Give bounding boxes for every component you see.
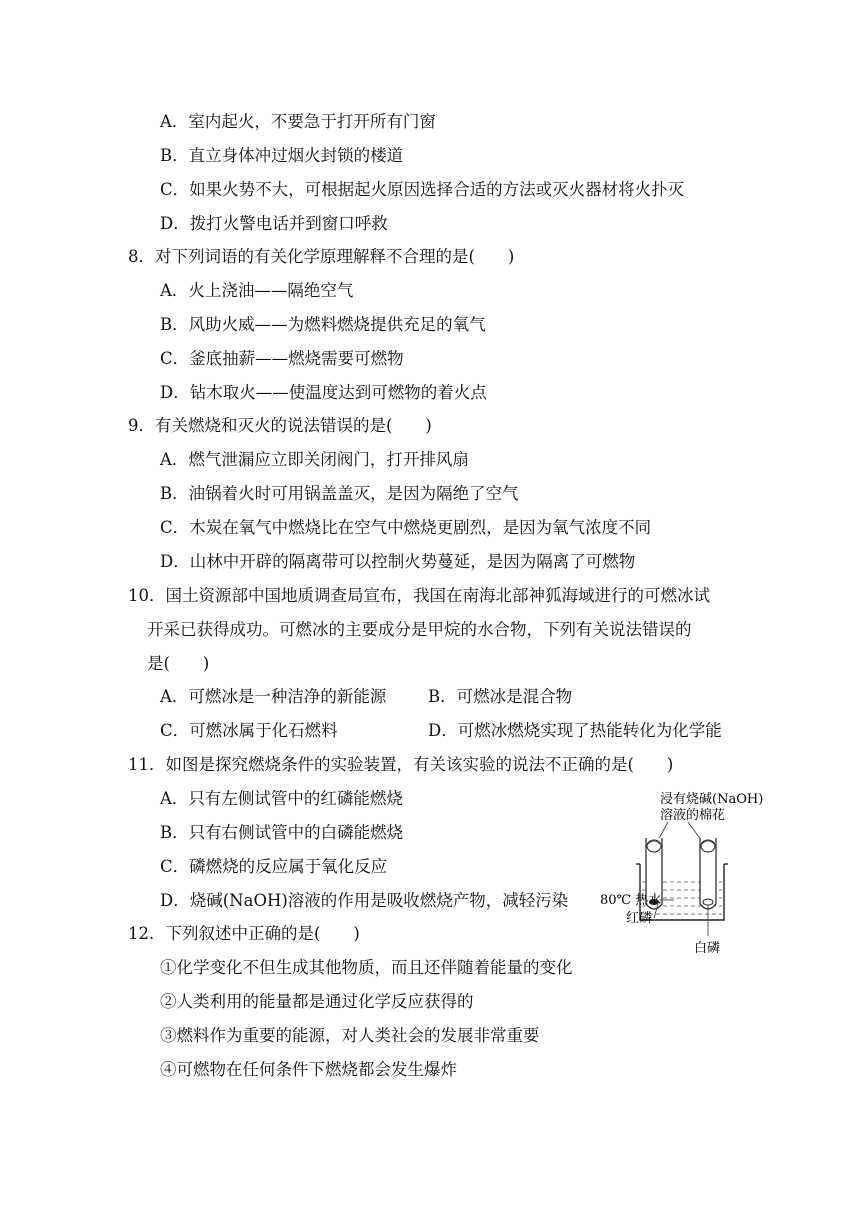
q7-option-c: C．如果火势不大，可根据起火原因选择合适的方法或灭火器材将火扑灭 (160, 180, 685, 199)
q8-stem: 8．对下列词语的有关化学原理解释不合理的是( ) (128, 247, 515, 266)
figure-label-red-phosphorus: 红磷 (626, 911, 653, 926)
q11-option-c: C．磷燃烧的反应属于氧化反应 (160, 857, 388, 876)
q12-stem: 12．下列叙述中正确的是( ) (128, 924, 360, 943)
q12-item-1: ①化学变化不但生成其他物质，而且还伴随着能量的变化 (160, 958, 573, 977)
q12-item-4: ④可燃物在任何条件下燃烧都会发生爆炸 (160, 1060, 457, 1079)
q12-item-3: ③燃料作为重要的能源，对人类社会的发展非常重要 (160, 1026, 540, 1045)
q11-option-b: B．只有右侧试管中的白磷能燃烧 (160, 823, 404, 842)
figure-label-water: 80℃ 热水 (600, 893, 662, 908)
q11-option-a: A．只有左侧试管中的红磷能燃烧 (160, 789, 403, 808)
q8-option-a: A．火上浇油——隔绝空气 (160, 281, 354, 300)
q11-option-d: D．烧碱(NaOH)溶液的作用是吸收燃烧产物，减轻污染 (160, 891, 569, 910)
q7-option-a: A．室内起火，不要急于打开所有门窗 (160, 112, 436, 131)
q9-option-a: A．燃气泄漏应立即关闭阀门，打开排风扇 (160, 450, 469, 469)
right-test-tube-icon (700, 838, 716, 909)
q8-option-c: C．釜底抽薪——燃烧需要可燃物 (160, 349, 404, 368)
q8-option-d: D．钻木取火——使温度达到可燃物的着火点 (160, 383, 487, 402)
q8-option-b: B．风助火威——为燃料燃烧提供充足的氧气 (160, 315, 486, 334)
q12-item-2: ②人类利用的能量都是通过化学反应获得的 (160, 992, 474, 1011)
q7-option-d: D．拨打火警电话并到窗口呼救 (160, 214, 388, 233)
q11-experiment-figure (596, 786, 776, 966)
q9-option-d: D．山林中开辟的隔离带可以控制火势蔓延，是因为隔离了可燃物 (160, 552, 636, 571)
q10-stem-line-3: 是( ) (147, 654, 210, 673)
q9-stem: 9．有关燃烧和灭火的说法错误的是( ) (128, 416, 432, 435)
figure-label-cotton-2: 溶液的棉花 (660, 808, 726, 823)
q10-stem-line-2: 开采已获得成功。可燃冰的主要成分是甲烷的水合物，下列有关说法错误的 (147, 620, 692, 639)
q10-stem-line-1: 10．国土资源部中国地质调查局宣布，我国在南海北部神狐海域进行的可燃冰试 (128, 586, 710, 605)
q10-option-a: A．可燃冰是一种洁净的新能源 (160, 687, 387, 706)
q11-stem: 11．如图是探究燃烧条件的实验装置，有关该实验的说法不正确的是( ) (128, 755, 674, 774)
q10-option-c: C．可燃冰属于化石燃料 (160, 721, 338, 740)
q9-option-b: B．油锅着火时可用锅盖盖灭，是因为隔绝了空气 (160, 484, 519, 503)
q10-option-b: B．可燃冰是混合物 (428, 687, 573, 706)
q7-option-b: B．直立身体冲过烟火封锁的楼道 (160, 146, 404, 165)
figure-label-white-phosphorus: 白磷 (694, 941, 721, 956)
q10-option-d: D．可燃冰燃烧实现了热能转化为化学能 (428, 721, 722, 740)
figure-label-cotton-1: 浸有烧碱(NaOH) (660, 792, 764, 807)
q9-option-c: C．木炭在氧气中燃烧比在空气中燃烧更剧烈，是因为氧气浓度不同 (160, 518, 652, 537)
